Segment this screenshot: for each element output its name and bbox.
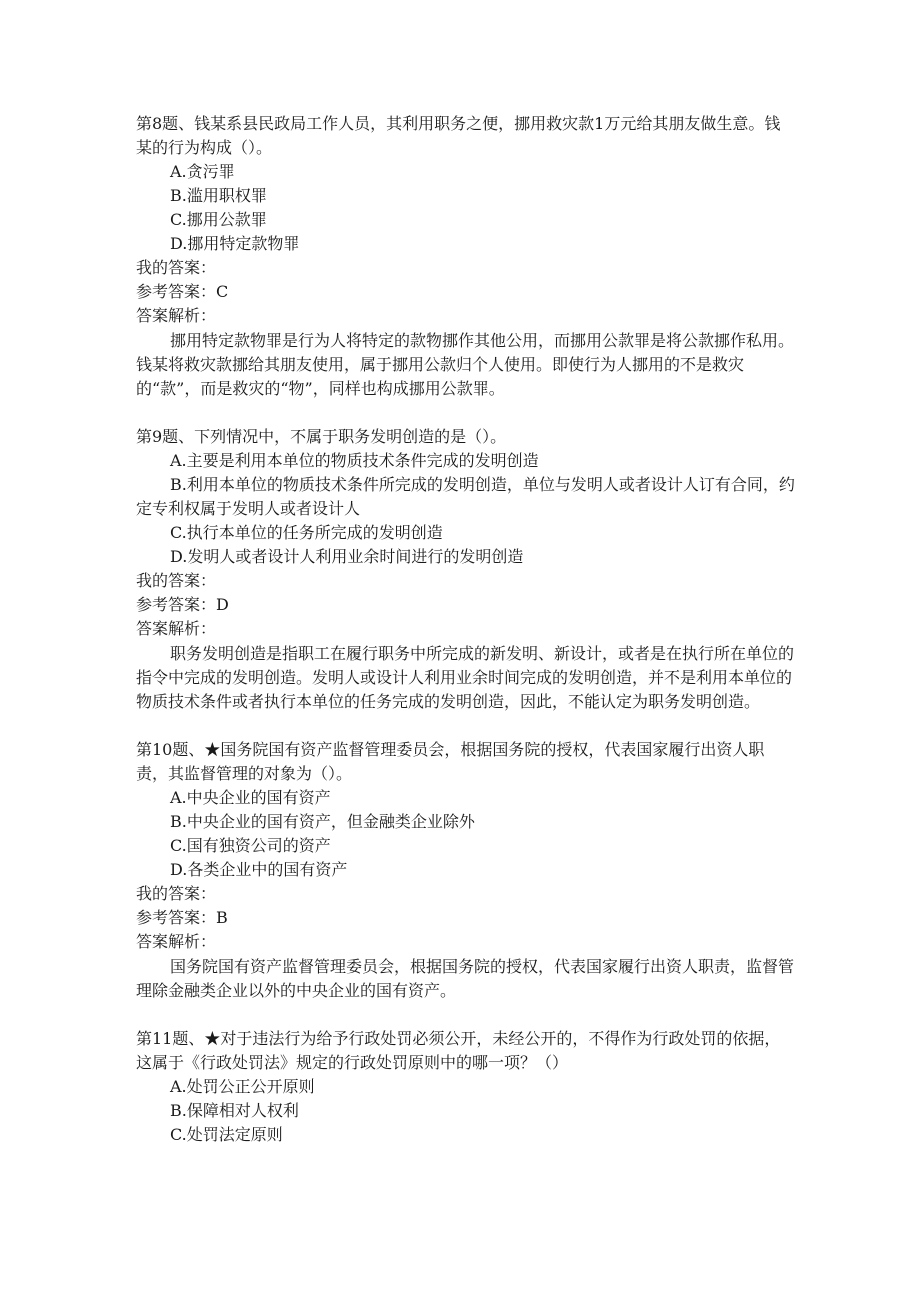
option-a: A.处罚公正公开原则 [170, 1077, 315, 1096]
option-c: C.挪用公款罪 [170, 210, 267, 229]
option-d: D.挪用特定款物罪 [170, 234, 300, 253]
analysis-text: 挪用特定款物罪是行为人将特定的款物挪作其他公用，而挪用公款罪是将公款挪作私用。钱某将救灾款挪给其朋友使用，属于挪用公款归个人使用。即使行为人挪用的不是救灾的“款”，而是救灾的“物”，同样也构成挪用公款罪。 [136, 331, 795, 398]
option-b: B.中央企业的国有资产，但金融类企业除外 [170, 812, 475, 831]
reference-answer: 参考答案：B [136, 908, 228, 927]
analysis-text: 国务院国有资产监督管理委员会，根据国务院的授权，代表国家履行出资人职责，监督管理除金融类企业以外的中央企业的国有资产。 [136, 957, 795, 1000]
question-8 [136, 112, 796, 401]
question-9 [136, 425, 796, 714]
question-10 [136, 738, 796, 1003]
option-b: B.利用本单位的物质技术条件所完成的发明创造，单位与发明人或者设计人订有合同，约定专利权属于发明人或者设计人 [136, 475, 795, 518]
option-a: A.贪污罪 [170, 162, 235, 181]
analysis-label: 答案解析： [136, 619, 217, 638]
question-title: 第8题、钱某系县民政局工作人员，其利用职务之便，挪用救灾款1万元给其朋友做生意。钱某的行为构成（）。 [136, 114, 781, 157]
option-a: A.中央企业的国有资产 [170, 788, 331, 807]
option-b: B.保障相对人权利 [170, 1101, 299, 1120]
option-a: A.主要是利用本单位的物质技术条件完成的发明创造 [170, 451, 539, 470]
option-b: B.滥用职权罪 [170, 186, 267, 205]
reference-answer: 参考答案：C [136, 282, 229, 301]
reference-answer: 参考答案：D [136, 595, 229, 614]
analysis-text: 职务发明创造是指职工在履行职务中所完成的新发明、新设计，或者是在执行所在单位的指令中完成的发明创造。发明人或设计人利用业余时间完成的发明创造，并不是利用本单位的物质技术条件或者执行本单位的任务完成的发明创造，因此，不能认定为职务发明创造。 [136, 644, 795, 711]
my-answer-label: 我的答案： [136, 571, 217, 590]
option-d: D.发明人或者设计人利用业余时间进行的发明创造 [170, 547, 524, 566]
question-11 [136, 1027, 796, 1147]
option-d: D.各类企业中的国有资产 [170, 860, 348, 879]
question-title: 第9题、下列情况中，不属于职务发明创造的是（）。 [136, 427, 507, 446]
my-answer-label: 我的答案： [136, 258, 217, 277]
analysis-label: 答案解析： [136, 306, 217, 325]
option-c: C.国有独资公司的资产 [170, 836, 331, 855]
my-answer-label: 我的答案： [136, 884, 217, 903]
analysis-label: 答案解析： [136, 932, 217, 951]
question-title: 第10题、★国务院国有资产监督管理委员会，根据国务院的授权，代表国家履行出资人职责，其监督管理的对象为（）。 [136, 740, 765, 783]
option-c: C.执行本单位的任务所完成的发明创造 [170, 523, 443, 542]
document-page [136, 112, 796, 1171]
option-c: C.处罚法定原则 [170, 1125, 283, 1144]
question-title: 第11题、★对于违法行为给予行政处罚必须公开，未经公开的，不得作为行政处罚的依据，这属于《行政处罚法》规定的行政处罚原则中的哪一项？（） [136, 1029, 781, 1072]
